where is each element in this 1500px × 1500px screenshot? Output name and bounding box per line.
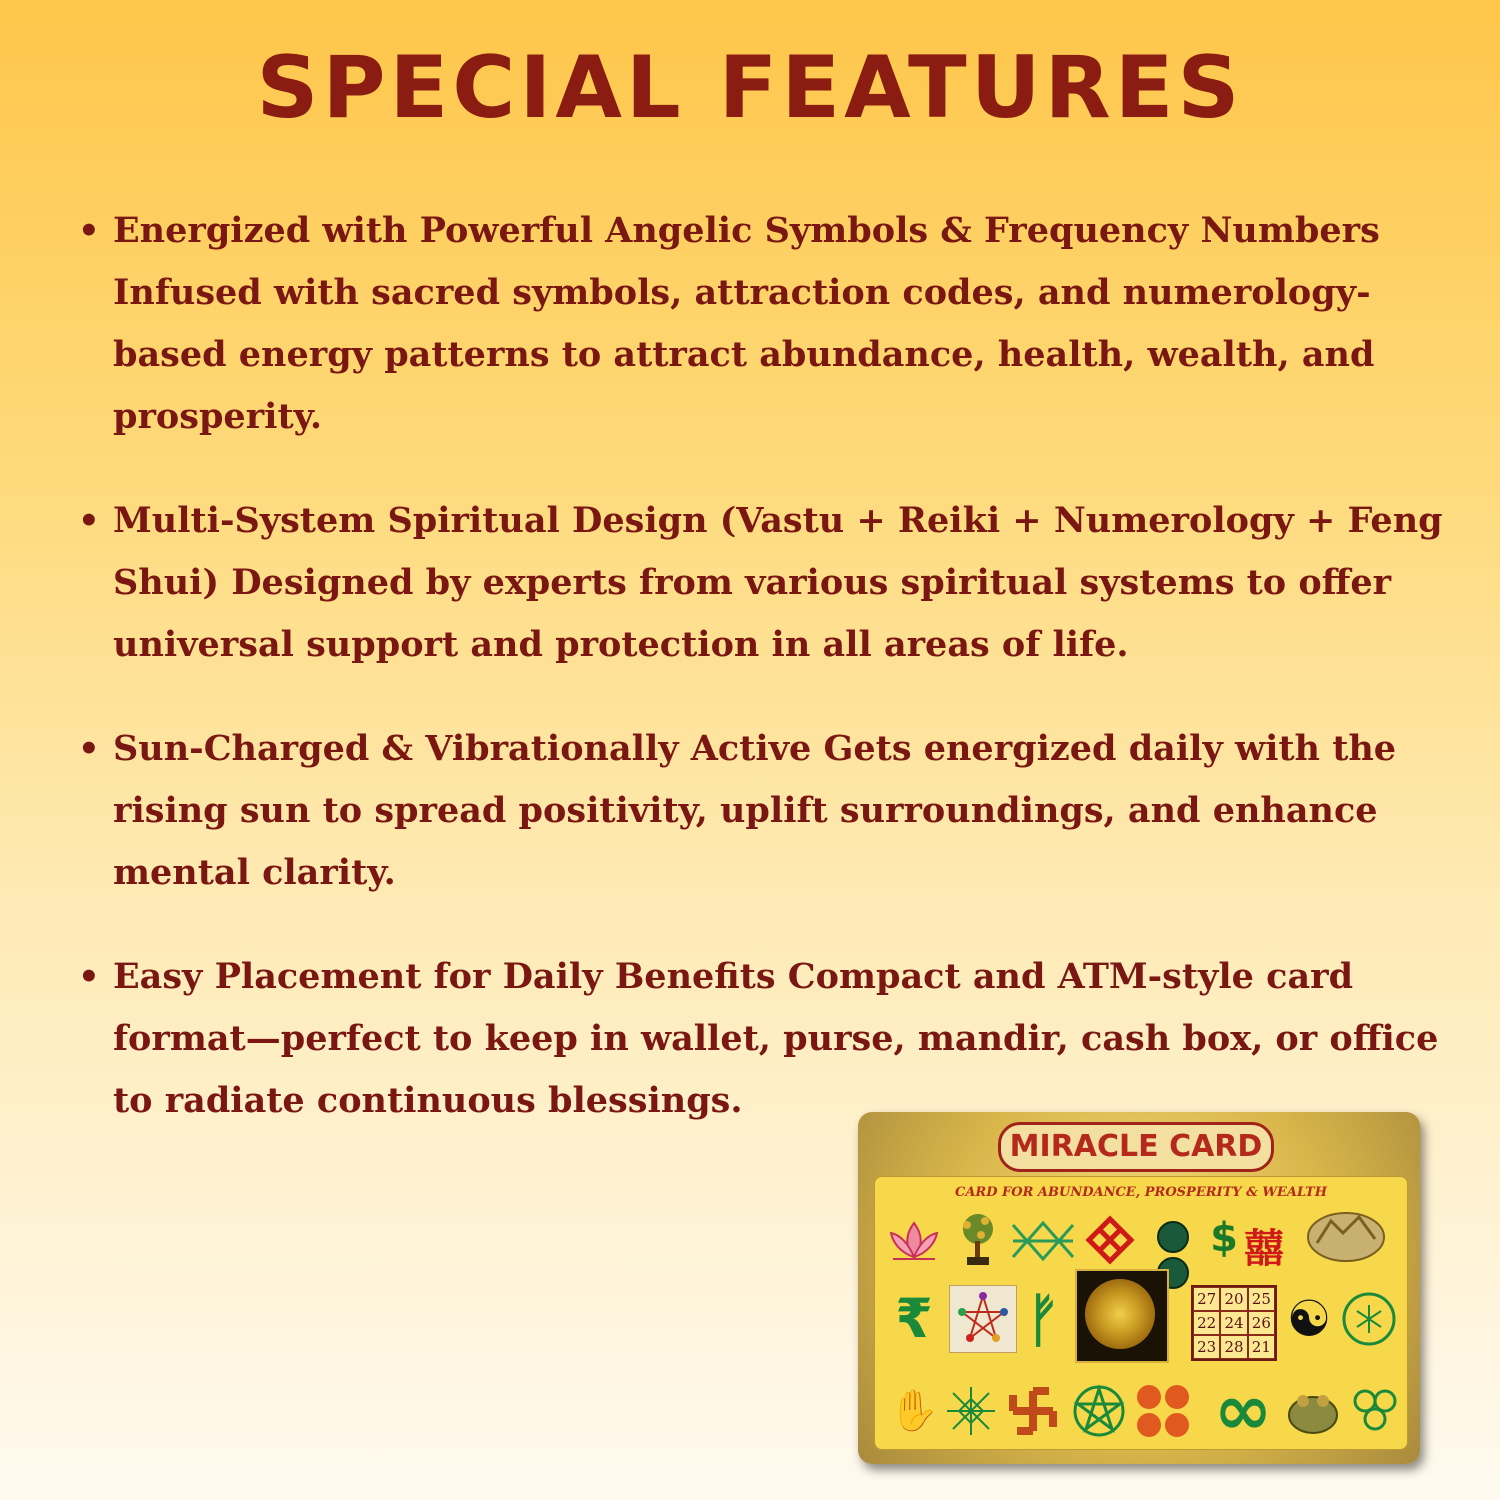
magic-square-cell: 23 — [1193, 1335, 1220, 1359]
reiki-symbol-icon — [1341, 1291, 1397, 1347]
money-frog-icon — [1285, 1385, 1341, 1437]
angelic-symbol-icon — [1007, 1217, 1079, 1265]
card-subtitle: CARD FOR ABUNDANCE, PROSPERITY & WEALTH — [955, 1185, 1327, 1200]
swastika-icon — [1005, 1383, 1061, 1439]
bullet-icon: • — [78, 501, 100, 541]
endless-knot-icon — [1085, 1215, 1135, 1265]
hamsa-icon: ✋ — [889, 1388, 939, 1434]
magic-square-cell: 28 — [1220, 1335, 1247, 1359]
chinese-coins-icon — [1133, 1383, 1193, 1443]
magic-square-cell: 20 — [1220, 1287, 1247, 1311]
magic-square-cell: 25 — [1248, 1287, 1275, 1311]
feature-item — [78, 200, 1448, 448]
coins-icon — [1141, 1221, 1205, 1261]
dollar-icon: $ — [1210, 1215, 1238, 1261]
feature-text: Energized with Powerful Angelic Symbols & Frequency Numbers Infused with sacred symbols, attraction codes, and numerology-based energy patterns to attract abundance, health, wealth, and prosperity. — [113, 210, 1380, 437]
rune-icon: ᚠ — [1025, 1286, 1061, 1354]
magic-square-cell: 26 — [1248, 1311, 1275, 1335]
bullet-icon: • — [78, 957, 100, 997]
feature-text: Multi-System Spiritual Design (Vastu + Reiki + Numerology + Feng Shui) Designed by experts from various spiritual systems to offer universal support and protection in all areas of life. — [113, 500, 1443, 665]
magic-square-cell: 24 — [1220, 1311, 1247, 1335]
bullet-icon: • — [78, 729, 100, 769]
feature-text: Sun-Charged & Vibrationally Active Gets energized daily with the rising sun to spread positivity, uplift surroundings, and enhance mental clarity. — [113, 728, 1397, 893]
card-panel — [874, 1176, 1408, 1450]
infinity-icon: ∞ — [1213, 1369, 1273, 1451]
web-symbol-icon — [943, 1383, 999, 1439]
feature-item — [78, 946, 1453, 1132]
double-happiness-icon: 囍 — [1244, 1226, 1284, 1272]
page-title: SPECIAL FEATURES — [256, 38, 1244, 138]
miracle-card-image — [858, 1112, 1420, 1464]
card-title: MIRACLE CARD — [998, 1122, 1274, 1172]
bullet-icon: • — [78, 211, 100, 251]
horses-icon — [1303, 1203, 1389, 1267]
lotus-icon — [883, 1217, 945, 1265]
sri-yantra-icon — [1075, 1269, 1169, 1363]
feature-item — [78, 490, 1448, 676]
yin-yang-icon: ☯ — [1286, 1290, 1332, 1348]
feature-item — [78, 718, 1448, 904]
magic-square-cell: 21 — [1248, 1335, 1275, 1359]
triskelion-icon — [1347, 1383, 1403, 1439]
pentacle-icon — [1071, 1383, 1127, 1439]
money-tree-icon — [953, 1211, 1003, 1269]
rupee-icon: ₹ — [895, 1287, 933, 1350]
magic-square-cell: 27 — [1193, 1287, 1220, 1311]
feature-text: Easy Placement for Daily Benefits Compact and ATM-style card format—perfect to keep in wallet, purse, mandir, cash box, or office to radiate continuous blessings. — [113, 956, 1439, 1121]
magic-square-cell: 22 — [1193, 1311, 1220, 1335]
features-list — [78, 200, 1448, 1132]
magic-square — [1191, 1285, 1277, 1361]
reiki-crystal-grid-icon — [949, 1285, 1017, 1353]
